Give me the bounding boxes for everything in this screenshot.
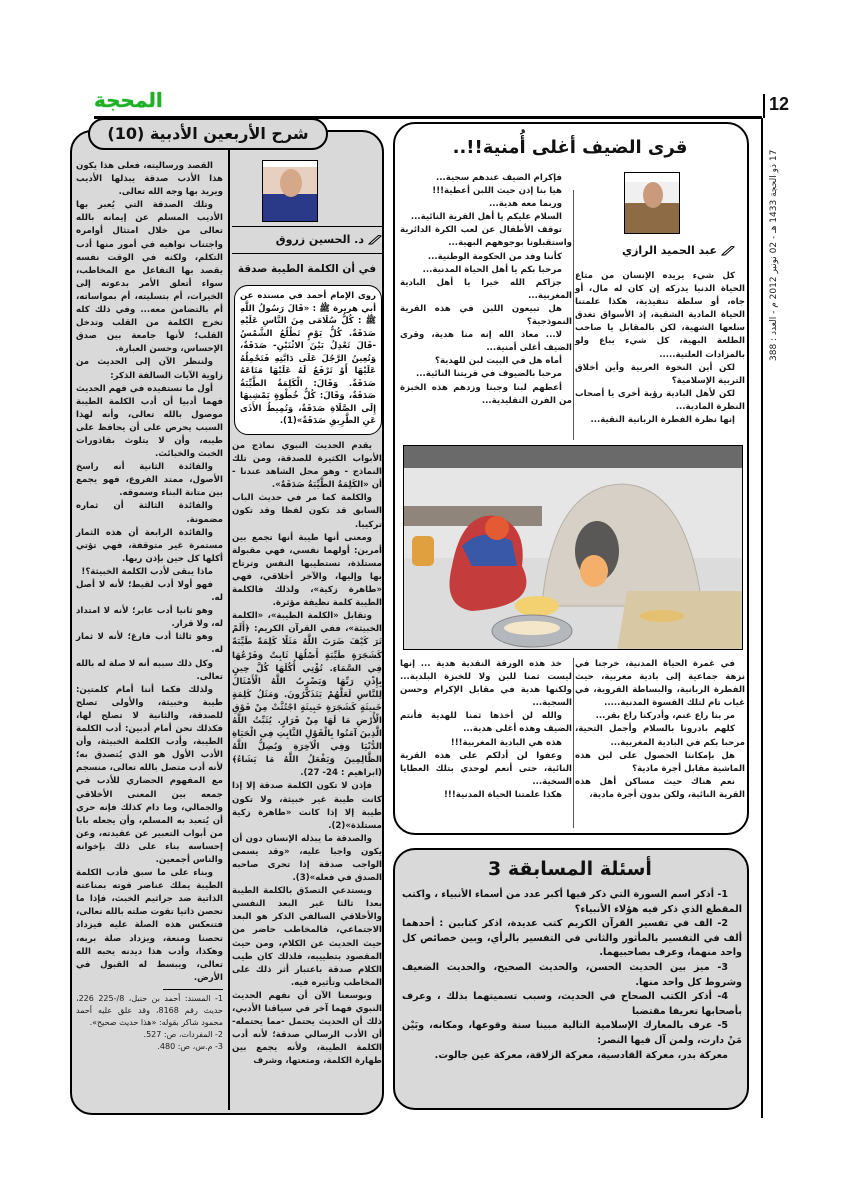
quiz-question: 5- عرف بالمعارك الإسلامية التالية مبينا سنة وقوعها، ومكانه، وبَيْن مَنْ دارت، ولمن آل فيها النصر: (402, 1020, 742, 1046)
paragraph: خذ هذه الورقة النقدية هدية ... إنها ليست ثمنا للبن ولا للخبزة البلدية... ولكنها هدية في مقابل الإكرام وحسن السجية... (400, 659, 572, 709)
issue-date-line: 17 ذو الحجة 1433 هـ - 02 نونبر 2012 م - العدد : 388 (769, 150, 779, 362)
column-divider (573, 190, 574, 440)
paragraph: هل بإمكاننا الحصول على لبن هذه الماشية مقابل أجرة مادية؟ (575, 750, 745, 774)
paragraph: والفائدة الثالثة أن ثماره مضمونة. (76, 501, 223, 525)
quiz-question: 4- أذكر الكتب الصحاح في الحديث، وسبب تسميتهما بذلك ، وعرف بأصحابها تعريفا مقتضبا (402, 991, 742, 1017)
quiz-question: 3- ميز بين الحديث الحسن، والحديث الصحيح، والحديث الضعيف وشروط كل واحد منها. (402, 961, 742, 988)
paragraph: كأننا وفد من الحكومة الوطنية... (427, 251, 562, 262)
paragraph: وبوسعنا الآن أن نفهم الحديث النبوي فهما آخر في سياقنا الأدبي، ذلك أن الحديث يحتمل -مما يحتمله- أن الأدب الرسالي صدقة؛ لأنه أدب الكلمة الطيبة، ولأنه يجمع بين طهارة الكلمة، ومتعتها، وشرف (232, 990, 382, 1067)
author-byline (585, 240, 735, 262)
paragraph: أول ما نستفيده في فهم الحديث فهما أدبيا أن أدب الكلمة الطيبة موصول بالله تعالى، وأنه لهذا السبب يحرص على أن يحافظ على طيبه، وأن لا يتلوث بقاذورات الخبث والخبائث. (76, 383, 223, 460)
quiz-battles: معركة بدر، معركة القادسية، معركة الزلاقة، معركة عين جالوت. (434, 1049, 728, 1061)
oven-scene-illustration (403, 446, 742, 650)
author-name: عبد الحميد الرازي (622, 244, 717, 257)
quiz-title: أسئلة المسابقة 3 (488, 858, 652, 880)
right-article-column-4 (400, 658, 572, 830)
hadith-quote: روى الإمام أحمد في مسنده عن أبي هريرة ﷺ : «قَالَ رَسُولُ اللَّهِ ﷺ : كُلُّ سُلَامَى مِنَ النَّاسِ عَلَيْهِ صَدَقَةٌ. كُلُّ يَوْمٍ تَطْلُعُ الشَّمْسُ -قَالَ تَعْدِلُ بَيْنَ الاثْنَيْنِ- صَدَقَةٌ، وَتُعِينُ الرَّجُلَ عَلَى دَابَّتِهِ فَتَحْمِلُهُ عَلَيْهَا أَوْ تَرْفَعُ لَهُ عَلَيْهَا مَتَاعَهُ صَدَقَةٌ. وَقَالَ: الْكَلِمَةُ الطَّيِّبَةُ صَدَقَةٌ، وَقَالَ: كُلُّ خُطْوَةٍ يَمْشِيهَا إِلَى الصَّلَاةِ صَدَقَةٌ، وَتُمِيطُ الأَذَى عَنِ الطَّرِيقِ صَدَقَةٌ»(1). (234, 285, 382, 435)
author-face (280, 169, 302, 197)
footnote-separator (163, 989, 223, 990)
paragraph: القصد ورساليته، فعلى هذا يكون هذا الأدب صدقة يبذلها الأديب ويريد بها وجه الله تعالى. (76, 161, 223, 198)
paragraph: والفائدة الرابعة أن هذه الثمار مستمرة غير متوقفة، فهي تؤتي أكلها كل حين بإذن ربها. (76, 527, 223, 564)
paragraph: كل شيء يريده الإنسان من متاع الحياة الدنيا يدركه إن كان له مال، أو جاه، أو سلطة تنفيذية، هكذا علمتنا الحياة المادية الشقية، إذ الأسواق تغدق سلعها الشهية، لكن بالمقابل يا صاحب الطلعة البهية، كل شيء يباع ولو بالمزادات العلنية..... (575, 271, 745, 360)
paragraph: والفائدة الثانية أنه راسخ الأصول، ممتد الفروع، فهو يجمع بين متانة البناء وسموقه. (76, 462, 223, 499)
paragraph: نعم هناك حيث مساكن أهل هذه القرية النائية، ولكن بدون أجرة مادية، (575, 776, 745, 800)
author-photo (262, 160, 318, 222)
paragraph: فهو أولا أدب لقيط؛ لأنه لا أصل له. (76, 580, 223, 604)
paragraph: مرحبا بالضيوف في قريتنا النائية... (415, 369, 562, 380)
paragraph: ولذلك فكما أننا أمام كلمتين: طيبة وخبيثة، والأولى تصلح للصدقة، والثانية لا تصلح لها، فكذلك نحن أمام أدبين: أدب الكلمة الطيبة، وأدب الكلمة الخبيثة، وأن الأدب الأول هو الذي يُتصدق به؛ لأنه أدب متصل بالله تعالى، منسجم مع المفهوم الحضاري للأدب في جمعه بين المعنى الأخلاقي والجمالي، وما دام كذلك فإنه حري أن يُتعبد به المسلم، وأن يجعله بابا من أبواب التعبير عن عقيدته، وعن إحساسه بناء على ذلك بإخوانه والناس أجمعين. (76, 684, 223, 865)
right-article-column-1 (575, 270, 745, 445)
paragraph: والله لن أخذها ثمنا للهدية فأنتم الضيف وهذه أغلى هدية... (400, 711, 572, 735)
column-divider (573, 658, 574, 828)
paragraph: توقف الأطفال عن لعب الكرة الدائرية واستقبلونا بوجوههم البهية... (400, 225, 572, 249)
column-divider (228, 150, 230, 1110)
pen-icon (368, 235, 382, 245)
paragraph: وبناء على ما سبق فأدب الكلمة الطيبة يملك عناصر قوته بمناعته الذاتية ضد جراثيم الخبث، فإذا ما تحصن ذاتيا تقوت صلته بالله تعالى، فتنعكس هذه الصلة عليه فيزداد تحصنا ومنعة، ويزداد صلة بربه، وهكذا، وأدب هذا ديدنه يحبه الله تعالى، ويبسط له القبول في الأرض. (76, 868, 223, 983)
paragraph: لكن أين النخوة العربية وأين أخلاق التربية الإسلامية؟ (575, 362, 745, 386)
paragraph: كلهم بادرونا بالسلام وأجمل التحية، مرحبا بكم في البادية المغربية... (575, 724, 745, 748)
article-title: قرى الضيف أغلى أُمنية!!.. (452, 137, 688, 158)
page-number: 12 (763, 94, 797, 118)
paragraph: وتقابل «الكلمة الطيبة»، «الكلمة الخبيثة»، ففي القرآن الكريم: ﴿أَلَمْ تَرَ كَيْفَ ضَرَبَ اللَّهُ مَثَلًا كَلِمَةً طَيِّبَةً كَشَجَرَةٍ طَيِّبَةٍ أَصْلُهَا ثَابِتٌ وَفَرْعُهَا فِي السَّمَاءِ. تُؤْتِي أُكُلَهَا كُلَّ حِينٍ بِإِذْنِ رَبِّهَا وَيَضْرِبُ اللَّهُ الْأَمْثَالَ لِلنَّاسِ لَعَلَّهُمْ يَتَذَكَّرُونَ. وَمَثَلُ كَلِمَةٍ خَبِيثَةٍ كَشَجَرَةٍ خَبِيثَةٍ اجْتُثَّتْ مِنْ فَوْقِ الْأَرْضِ مَا لَهَا مِنْ قَرَارٍ. يُثَبِّتُ اللَّهُ الَّذِينَ آمَنُوا بِالْقَوْلِ الثَّابِتِ فِي الْحَيَاةِ الدُّنْيَا وَفِي الْآخِرَةِ وَيُضِلُّ اللَّهُ الظَّالِمِينَ وَيَفْعَلُ اللَّهُ مَا يَشَاءُ﴾ (ابراهيم : 24- 27). (232, 611, 382, 779)
paragraph: وربما معه هدية... (488, 199, 562, 210)
left-article-column-2 (232, 440, 382, 1110)
paragraph: فإكرام الضيف عندهم سجية... (436, 173, 562, 183)
paragraph: أعطهم لبنا وجبنا وزدهم هذه الخبزة من الفرن التقليدية... (400, 382, 572, 406)
traditional-oven-photo (403, 445, 743, 650)
footnote: 1- المسند: أحمد بن حنبل، 8/-225 226، حديث رقم 8168، وقد علق عليه أحمد محمود شاكر بقوله: «هذا حديث صحيح». (76, 993, 224, 1027)
footnotes (76, 993, 223, 1053)
paragraph: فإذن لا تكون الكلمة صدقة إلا إذا كانت طيبة غير خبيثة، ولا تكون طيبة إلا إذا كانت «طاهرة زكية مستلذة»(2). (232, 781, 382, 831)
paragraph: وعفوا لن أدلكم على هذه القرية النائية، حتى أنعم لوحدي بتلك العطايا السخية... (400, 750, 572, 787)
footnote: 3- م.س، ص: 480. (157, 1041, 223, 1051)
right-article-column-3 (575, 658, 745, 830)
paragraph: هيا بنا إذن حيث اللبن أعطية!!! (432, 186, 562, 197)
paragraph: وتلك الصدقة التي يُعبر بها الأديب المسلم عن إيمانه بالله تعالى من خلال امتثال أوامره واجتناب نواهيه في أمور منها أدب التكلم، ولكنه في الوقت نفسه يقصد بها التفاعل مع المخاطب، سواء أتعلق الأمر بدعوته إلى الخيرات، أم بتسليته، أم بمواساته، أم بالتضامن معه... وفي ذلك كله تخرج الكلمة من القلب وتدخل القلب؛ لأنها جامعة بين صدق الإحساس، وحسن العبارة. (76, 200, 223, 355)
paragraph: وهو ثالثا أدب فارغ؛ لأنه لا ثمار له. (76, 632, 223, 656)
author-photo (624, 172, 680, 234)
paragraph: لكن لأهل البادية رؤية أخرى يا أصحاب النظرة المادية... (575, 388, 745, 412)
paragraph: مر بنا راع غنم، وأدركنا راع بقر... (595, 711, 735, 722)
paragraph: يقدم الحديث النبوي نماذج من الأبواب الكثيرة للصدقة، ومن تلك النماذج - وهو محل الشاهد عندنا - أن «الكَلِمَةُ الطَّيِّبَةُ صَدَقَةٌ». (232, 441, 382, 491)
paragraph: جزاكم الله خيرا يا أهل البادية المغربية... (400, 277, 572, 301)
left-article-column-1 (76, 160, 223, 1110)
paragraph: أماه هل في البيت لبن للهدية؟ (434, 356, 562, 367)
paragraph: ماذا يبقى لأدب الكلمة الخبيثة؟! (81, 566, 213, 577)
quiz-question: 2- الف في تفسير القرآن الكريم كتب عديدة، اذكر كتابين : أحدهما ألف في التفسير بالمأثور والثاني في التفسير بالرأي، وبين خصائص كل واحد منهما، وعرف بصاحبيهما. (402, 918, 742, 959)
author-name: د. الحسين زروق (275, 233, 364, 246)
series-title: شرح الأربعين الأدبية (10) (88, 118, 328, 150)
paragraph: لا... معاذ الله إنه منا هدية، وقرى الضيف أغلى أمنية... (400, 330, 572, 354)
paragraph: هل تبيعون اللبن في هذه القرية النموذجية؟ (400, 303, 572, 328)
publication-logo: المحجة (94, 88, 163, 112)
article-subtitle: في أن الكلمة الطيبة صدقة (237, 263, 377, 275)
paragraph: هكذا علمتنا الحياة المدنية!!! (443, 789, 562, 800)
paragraph: ولننظر الآن إلى الحديث من زاوية الآيات السالفة الذكر: (76, 357, 223, 381)
paragraph: وكل ذلك سببه أنه لا صلة له بالله تعالى. (76, 658, 223, 682)
footnote: 2- المفردات، ص: 527. (143, 1029, 223, 1039)
paragraph: إنها نظرة الفطرة الربانية النقية... (590, 415, 735, 426)
paragraph: السلام عليكم يا أهل القرية النائية... (410, 212, 562, 223)
quiz-questions (402, 888, 742, 1108)
pen-icon (721, 246, 735, 256)
side-rule (761, 118, 763, 1118)
author-face (643, 182, 663, 208)
paragraph: هذه هي البادية المغربية!!! (450, 737, 562, 748)
author-byline (232, 226, 382, 254)
paragraph: ومعنى أنها طيبة أنها تجمع بين أمرين: أولهما نفسي، فهي مقبولة مستلذة، تستطيبها النفس وترتاح بها وإليها، والآخر أخلاقي، فهي «طاهرة زكية»، ولذلك فالكلمة الطيبة كلمة نظيفة مؤثرة. (232, 532, 382, 609)
paragraph: والصدقة ما يبذله الإنسان دون أن يكون واجبا عليه، «وقد يسمى الواجب صدقة إذا تحرى صاحبه الصدق في فعله»(3). (232, 833, 382, 884)
quiz-question: 1- أذكر اسم السورة التي ذكر فيها أكبر عدد من أسماء الأنبياء ، واكتب المقطع الذي ذكر فيه هؤلاء الأنبياء؟ (402, 889, 742, 915)
paragraph: في غمرة الحياة المدنية، خرجنا في نزهة جماعية إلى بادية مغربية، حيث الفطرة الربانية، والبساطة القروية، في غياب تام لتلك القسوة المدنية..... (575, 659, 745, 709)
paragraph: مرحبا بكم يا أهل الحياة المدنية... (422, 264, 562, 275)
paragraph: وهو ثانيا أدب عابر؛ لأنه لا امتداد له، ولا قرار. (76, 606, 223, 630)
paragraph: ويستدعي التصدّق بالكلمة الطيبة بعدا ثالثا غير البعد النفسي والأخلاقي السالفي الذكر هو البعد الاجتماعي، فالمخاطب حاضر من حيث الحديث عن الكلام، ومن حيث المقصود بتطييبه، فلذلك كان طيب الكلام صدقة باعتبار أثر ذلك على المخاطب وتأثيره فيه. (232, 886, 382, 988)
right-article-column-2 (400, 172, 572, 442)
paragraph: والكلمة كما مر في حديث الباب السابق قد تكون لفظا وقد تكون تركيبا. (232, 493, 382, 530)
